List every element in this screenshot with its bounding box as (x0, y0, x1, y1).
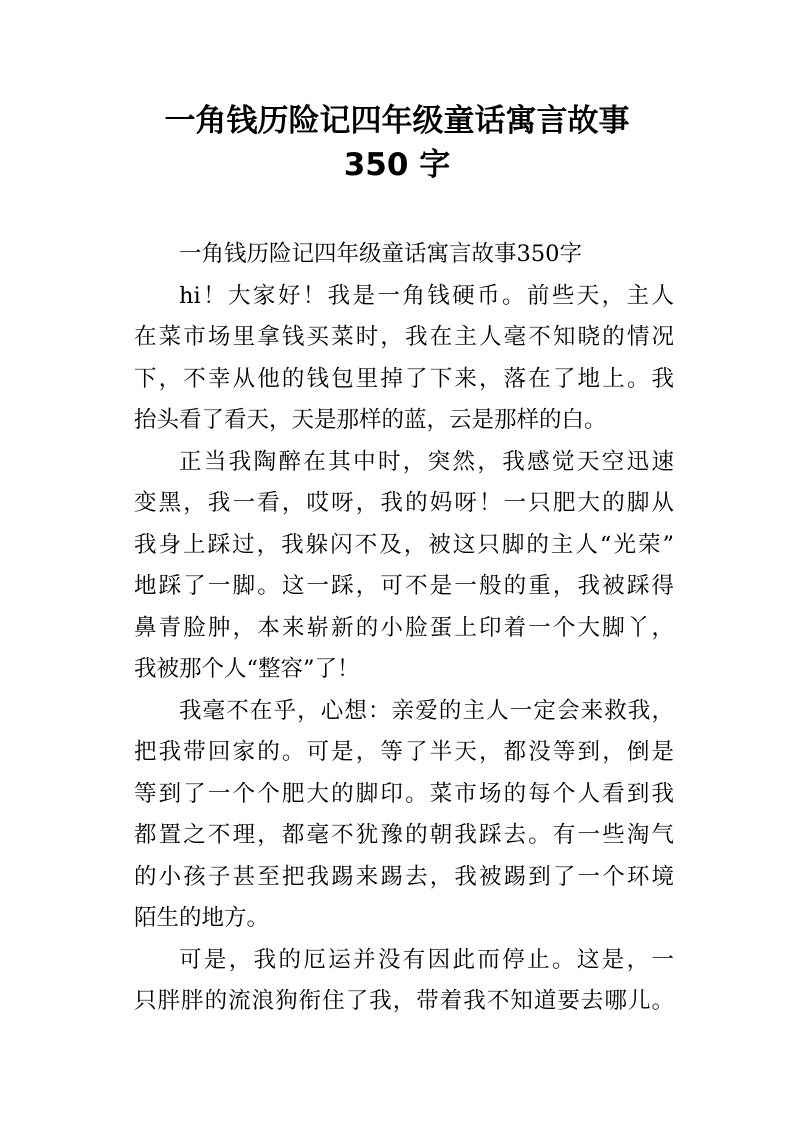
body-line: 陌生的地方。 (134, 905, 270, 931)
subtitle-line: 一角钱历险记四年级童话寓言故事350字 (179, 241, 582, 267)
body-line: 都置之不理，都毫不犹豫的朝我踩去。有一些淘气 (134, 822, 674, 848)
body-line: 等到了一个个肥大的脚印。菜市场的每个人看到我 (134, 780, 674, 807)
body-line: 变黑，我一看，哎呀，我的妈呀！一只肥大的脚从 (134, 490, 674, 516)
body-line: 我被那个人“整容”了！ (134, 656, 360, 682)
body-line: 下，不幸从他的钱包里掉了下来，落在了地上。我 (134, 365, 674, 392)
document-title-line-1: 一角钱历险记四年级童话寓言故事 (164, 103, 630, 139)
document-body (134, 234, 674, 1023)
body-line: 我身上踩过，我躲闪不及，被这只脚的主人“光荣” (134, 531, 674, 558)
body-line: 可是，我的厄运并没有因此而停止。这是，一 (179, 946, 674, 973)
body-line: 只胖胖的流浪狗衔住了我，带着我不知道要去哪儿。 (134, 988, 674, 1014)
body-line: 地踩了一脚。这一踩，可不是一般的重，我被踩得 (134, 573, 674, 599)
body-line: 我毫不在乎，心想：亲爱的主人一定会来救我， (179, 697, 674, 724)
body-line: 鼻青脸肿，本来崭新的小脸蛋上印着一个大脚丫， (134, 614, 674, 641)
document-title-line-2: 350 字 (343, 147, 451, 183)
body-line: 正当我陶醉在其中时，突然，我感觉天空迅速 (179, 448, 674, 475)
body-line: 在菜市场里拿钱买菜时，我在主人毫不知晓的情况 (134, 324, 674, 350)
body-line: hi！大家好！我是一角钱硬币。前些天，主人 (179, 282, 674, 309)
body-line: 抬头看了看天，天是那样的蓝，云是那样的白。 (134, 407, 607, 433)
body-line: 的小孩子甚至把我踢来踢去，我被踢到了一个环境 (134, 863, 674, 890)
body-line: 把我带回家的。可是，等了半天，都没等到，倒是 (134, 739, 674, 765)
